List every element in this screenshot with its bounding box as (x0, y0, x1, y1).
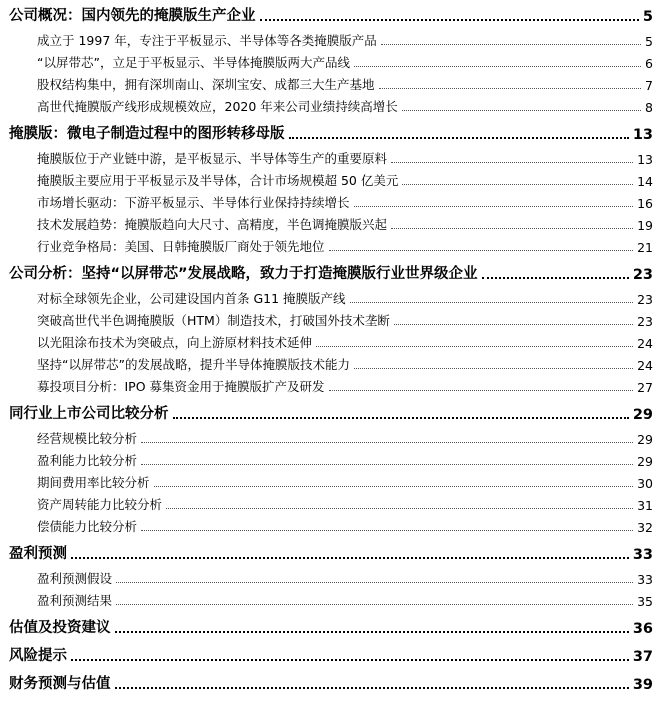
toc-page-number: 16 (637, 196, 653, 211)
dot-leader (482, 277, 629, 279)
dot-leader (402, 110, 641, 111)
toc-entry-title: 期间费用率比较分析 (37, 475, 150, 490)
dot-leader (71, 557, 629, 559)
dot-leader (350, 302, 634, 303)
toc-entry-title: 行业竞争格局：美国、日韩掩膜版厂商处于领先地位 (37, 239, 325, 254)
toc-section-title: 风险提示 (9, 648, 67, 664)
toc-section-title: 估值及投资建议 (9, 620, 111, 636)
toc-section-title: 同行业上市公司比较分析 (9, 406, 169, 422)
toc-entry[interactable] (37, 51, 653, 71)
dot-leader (116, 582, 633, 583)
toc-entry-title: “以屏带芯”，立足于平板显示、半导体掩膜版两大产品线 (37, 55, 350, 70)
toc-entry[interactable] (37, 375, 653, 395)
toc-section-heading[interactable] (9, 671, 653, 693)
toc-page-number: 30 (637, 476, 653, 491)
dot-leader (391, 162, 633, 163)
toc-section-heading[interactable] (9, 3, 653, 25)
toc-page-number: 33 (637, 572, 653, 587)
toc-page-number: 23 (637, 292, 653, 307)
dot-leader (71, 659, 629, 661)
toc-page-number: 29 (632, 407, 653, 423)
dot-leader (354, 66, 641, 67)
toc-entry-title: 坚持“以屏带芯”的发展战略，提升半导体掩膜版技术能力 (37, 357, 350, 372)
toc-entry[interactable] (37, 73, 653, 93)
toc-page-number: 7 (645, 78, 653, 93)
toc-section-heading[interactable] (9, 615, 653, 637)
toc-entry[interactable] (37, 287, 653, 307)
toc-section-heading[interactable] (9, 261, 653, 283)
toc-section-heading[interactable] (9, 121, 653, 143)
toc-page-number: 14 (637, 174, 653, 189)
toc-entry-title: 成立于 1997 年，专注于平板显示、半导体等各类掩膜版产品 (37, 33, 377, 48)
toc-page-number: 23 (632, 267, 653, 283)
dot-leader (141, 464, 633, 465)
dot-leader (391, 228, 633, 229)
toc-entry[interactable] (37, 353, 653, 373)
dot-leader (141, 442, 633, 443)
toc-page-number: 5 (642, 9, 653, 25)
toc-entry[interactable] (37, 309, 653, 329)
toc-entry-title: 市场增长驱动：下游平板显示、半导体行业保持持续增长 (37, 195, 350, 210)
toc-page-number: 8 (645, 100, 653, 115)
dot-leader (329, 390, 634, 391)
toc-section-title: 盈利预测 (9, 546, 67, 562)
toc-entry[interactable] (37, 427, 653, 447)
toc-page-number: 29 (637, 432, 653, 447)
toc-page-number: 21 (637, 240, 653, 255)
toc-entry-title: 经营规模比较分析 (37, 431, 138, 446)
toc-entry[interactable] (37, 567, 653, 587)
toc-entry-title: 对标全球领先企业，公司建设国内首条 G11 掩膜版产线 (37, 291, 346, 306)
dot-leader (115, 687, 629, 689)
toc-page-number: 23 (637, 314, 653, 329)
dot-leader (381, 44, 641, 45)
dot-leader (141, 530, 633, 531)
toc-section-heading[interactable] (9, 643, 653, 665)
toc-entry-title: 突破高世代半色调掩膜版（HTM）制造技术，打破国外技术垄断 (37, 313, 390, 328)
toc-section-heading[interactable] (9, 541, 653, 563)
toc-entry-title: 掩膜版位于产业链中游，是平板显示、半导体等生产的重要原料 (37, 151, 388, 166)
toc-entry[interactable] (37, 95, 653, 115)
toc-entry[interactable] (37, 471, 653, 491)
dot-leader (173, 417, 629, 419)
dot-leader (329, 250, 634, 251)
toc-entry-title: 偿债能力比较分析 (37, 519, 138, 534)
toc-entry-title: 募投项目分析：IPO 募集资金用于掩膜版扩产及研发 (37, 379, 325, 394)
toc-page-number: 6 (645, 56, 653, 71)
toc-entry-title: 高世代掩膜版产线形成规模效应，2020 年来公司业绩持续高增长 (37, 99, 398, 114)
toc-entry-title: 股权结构集中，拥有深圳南山、深圳宝安、成都三大生产基地 (37, 77, 375, 92)
toc-entry[interactable] (37, 331, 653, 351)
dot-leader (379, 88, 642, 89)
toc-section-title: 公司分析：坚持“以屏带芯”发展战略，致力于打造掩膜版行业世界级企业 (9, 266, 478, 282)
toc-entry[interactable] (37, 147, 653, 167)
toc-entry-title: 掩膜版主要应用于平板显示及半导体，合计市场规模超 50 亿美元 (37, 173, 399, 188)
toc-page-number: 19 (637, 218, 653, 233)
toc-entry[interactable] (37, 449, 653, 469)
toc-entry-title: 盈利能力比较分析 (37, 453, 138, 468)
toc-section-title: 掩膜版：微电子制造过程中的图形转移母版 (9, 126, 285, 142)
dot-leader (354, 206, 634, 207)
toc-entry-title: 技术发展趋势：掩膜版趋向大尺寸、高精度，半色调掩膜版兴起 (37, 217, 388, 232)
dot-leader (354, 368, 633, 369)
toc-entry-title: 以光阻涂布技术为突破点，向上游原材料技术延伸 (37, 335, 313, 350)
toc-entry[interactable] (37, 29, 653, 49)
toc-entry[interactable] (37, 169, 653, 189)
toc-page-number: 36 (632, 621, 653, 637)
toc-page-number: 37 (632, 649, 653, 665)
dot-leader (316, 346, 633, 347)
dot-leader (115, 631, 629, 633)
toc-entry[interactable] (37, 589, 653, 609)
dot-leader (154, 486, 634, 487)
dot-leader (394, 324, 633, 325)
toc-entry[interactable] (37, 213, 653, 233)
dot-leader (289, 137, 629, 139)
toc-page-number: 13 (632, 127, 653, 143)
toc-page-number: 31 (637, 498, 653, 513)
toc-section-heading[interactable] (9, 401, 653, 423)
toc-entry[interactable] (37, 493, 653, 513)
dot-leader (166, 508, 633, 509)
toc-page-number: 27 (637, 380, 653, 395)
toc-entry-title: 资产周转能力比较分析 (37, 497, 163, 512)
toc-page-number: 33 (632, 547, 653, 563)
toc-section-title: 财务预测与估值 (9, 676, 111, 692)
toc-page-number: 13 (637, 152, 653, 167)
toc-page-number: 39 (632, 677, 653, 693)
toc-entry-title: 盈利预测结果 (37, 593, 113, 608)
toc-page-number: 32 (637, 520, 653, 535)
toc-page-number: 35 (637, 594, 653, 609)
toc-entry-title: 盈利预测假设 (37, 571, 113, 586)
toc-page-number: 29 (637, 454, 653, 469)
toc-page-number: 5 (645, 34, 653, 49)
dot-leader (260, 19, 639, 21)
toc-entry[interactable] (37, 235, 653, 255)
toc-entry[interactable] (37, 515, 653, 535)
toc-section-title: 公司概况：国内领先的掩膜版生产企业 (9, 8, 256, 24)
toc-page-number: 24 (637, 358, 653, 373)
toc-page-number: 24 (637, 336, 653, 351)
dot-leader (116, 604, 633, 605)
toc-entry[interactable] (37, 191, 653, 211)
dot-leader (402, 184, 633, 185)
